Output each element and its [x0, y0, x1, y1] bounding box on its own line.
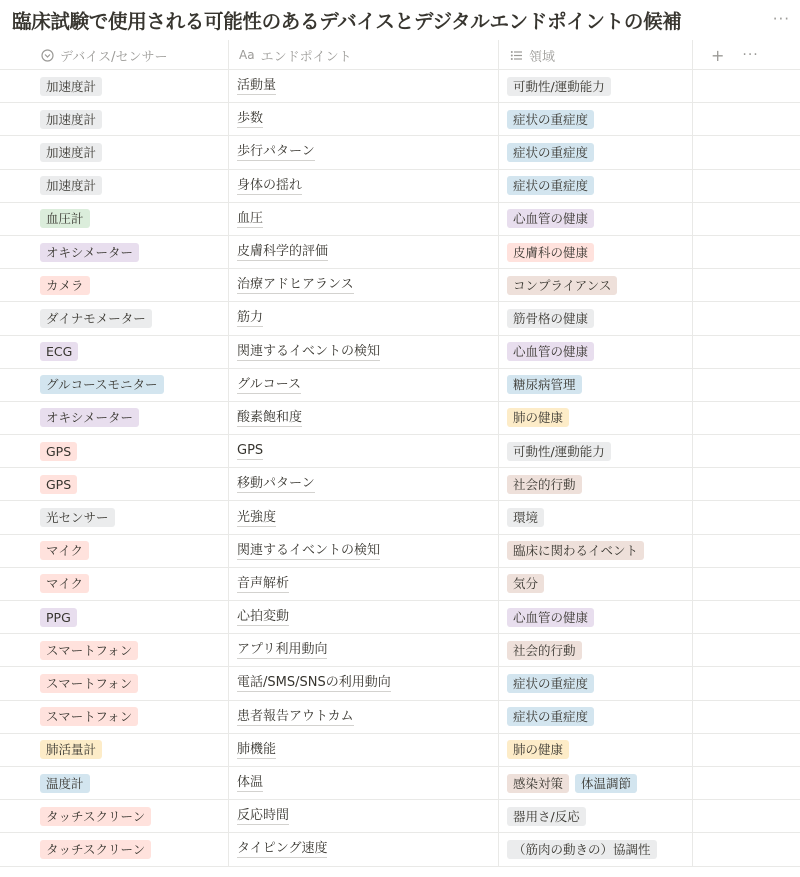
domain-tag: 臨床に関わるイベント: [507, 541, 644, 560]
empty-cell: [692, 667, 800, 699]
empty-cell: [692, 136, 800, 168]
empty-cell: [692, 170, 800, 202]
empty-cell: [692, 634, 800, 666]
table-body: [0, 70, 800, 867]
empty-cell: [692, 535, 800, 567]
table-row[interactable]: [0, 568, 800, 601]
domain-tag: 症状の重症度: [507, 143, 594, 162]
empty-cell: [692, 800, 800, 832]
device-tag: 光センサー: [40, 508, 115, 527]
domain-cell[interactable]: [498, 136, 692, 168]
device-cell[interactable]: [0, 170, 228, 202]
endpoint-title[interactable]: 関連するイベントの検知: [237, 542, 381, 558]
endpoint-cell[interactable]: [228, 535, 498, 567]
endpoint-cell[interactable]: [228, 402, 498, 434]
device-cell[interactable]: [0, 336, 228, 368]
more-options-icon[interactable]: ···: [742, 47, 759, 63]
domain-cell[interactable]: [498, 70, 692, 102]
multi-select-property-icon: [509, 48, 523, 62]
table-row[interactable]: [0, 701, 800, 734]
table-row[interactable]: [0, 269, 800, 302]
empty-cell: [692, 70, 800, 102]
domain-tag: 体温調節: [575, 774, 637, 793]
device-tag: オキシメーター: [40, 408, 139, 427]
device-tag: スマートフォン: [40, 641, 138, 660]
device-cell[interactable]: [0, 435, 228, 467]
device-tag: スマートフォン: [40, 674, 138, 693]
endpoint-title[interactable]: 反応時間: [237, 808, 290, 824]
domain-cell[interactable]: [498, 468, 692, 500]
device-tag: 血圧計: [40, 209, 90, 228]
endpoint-cell[interactable]: [228, 800, 498, 832]
endpoint-title[interactable]: 心拍変動: [237, 609, 290, 625]
domain-tag: 気分: [507, 574, 544, 593]
table-row[interactable]: [0, 70, 800, 103]
endpoint-cell[interactable]: [228, 103, 498, 135]
endpoint-title[interactable]: 光強度: [237, 509, 277, 525]
page-title[interactable]: 臨床試験で使用される可能性のあるデバイスとデジタルエンドポイントの候補: [12, 10, 682, 33]
endpoint-title[interactable]: 身体の揺れ: [237, 177, 303, 193]
endpoint-title[interactable]: 電話/SMS/SNSの利用動向: [237, 675, 391, 691]
domain-tag: （筋肉の動きの）協調性: [507, 840, 657, 859]
table-row[interactable]: [0, 634, 800, 667]
domain-tag: 可動性/運動能力: [507, 442, 611, 461]
device-cell[interactable]: [0, 568, 228, 600]
endpoint-title[interactable]: 体温: [237, 775, 264, 791]
table-row[interactable]: [0, 302, 800, 335]
more-options-icon[interactable]: ···: [772, 10, 790, 28]
endpoint-cell[interactable]: [228, 501, 498, 533]
device-tag: ECG: [40, 342, 78, 361]
device-tag: タッチスクリーン: [40, 807, 151, 826]
device-tag: 加速度計: [40, 176, 102, 195]
endpoint-cell[interactable]: [228, 468, 498, 500]
domain-cell[interactable]: [498, 402, 692, 434]
device-cell[interactable]: [0, 468, 228, 500]
domain-cell[interactable]: [498, 767, 692, 799]
endpoint-cell[interactable]: [228, 203, 498, 235]
device-tag: カメラ: [40, 276, 90, 295]
domain-cell[interactable]: [498, 501, 692, 533]
device-cell[interactable]: [0, 402, 228, 434]
domain-cell[interactable]: [498, 535, 692, 567]
endpoint-cell[interactable]: [228, 435, 498, 467]
device-tag: GPS: [40, 475, 77, 494]
device-cell[interactable]: [0, 269, 228, 301]
empty-cell: [692, 767, 800, 799]
table-row[interactable]: [0, 734, 800, 767]
endpoint-cell[interactable]: [228, 136, 498, 168]
empty-cell: [692, 203, 800, 235]
domain-tag: 皮膚科の健康: [507, 243, 594, 262]
endpoint-cell[interactable]: [228, 568, 498, 600]
domain-tag: 糖尿病管理: [507, 375, 582, 394]
empty-cell: [692, 568, 800, 600]
table-row[interactable]: [0, 336, 800, 369]
domain-cell[interactable]: [498, 336, 692, 368]
endpoint-title[interactable]: 音声解析: [237, 575, 290, 591]
endpoint-cell[interactable]: [228, 701, 498, 733]
title-property-icon: Aa: [239, 48, 255, 62]
table-row[interactable]: [0, 236, 800, 269]
domain-cell[interactable]: [498, 800, 692, 832]
select-property-icon: [40, 48, 54, 62]
endpoint-title[interactable]: 活動量: [237, 78, 277, 94]
endpoint-cell[interactable]: [228, 70, 498, 102]
column-header-label: デバイス/センサー: [60, 49, 168, 65]
endpoint-cell[interactable]: [228, 634, 498, 666]
column-header-domain[interactable]: [498, 40, 692, 70]
device-cell[interactable]: [0, 501, 228, 533]
device-cell[interactable]: [0, 236, 228, 268]
table-row[interactable]: [0, 767, 800, 800]
endpoint-title[interactable]: グルコース: [237, 376, 301, 392]
domain-cell[interactable]: [498, 302, 692, 334]
device-tag: 肺活量計: [40, 740, 102, 759]
domain-cell[interactable]: [498, 667, 692, 699]
device-tag: マイク: [40, 574, 89, 593]
device-cell[interactable]: [0, 634, 228, 666]
device-tag: オキシメーター: [40, 243, 139, 262]
domain-cell[interactable]: [498, 103, 692, 135]
domain-tag: 症状の重症度: [507, 707, 594, 726]
device-tag: ダイナモメーター: [40, 309, 152, 328]
domain-tag: 心血管の健康: [507, 342, 594, 361]
table-row[interactable]: [0, 601, 800, 634]
domain-tag: 肺の健康: [507, 740, 569, 759]
domain-tag: 器用さ/反応: [507, 807, 586, 826]
domain-tag: 感染対策: [507, 774, 569, 793]
device-cell[interactable]: [0, 203, 228, 235]
device-cell[interactable]: [0, 833, 228, 865]
table-row[interactable]: [0, 535, 800, 568]
endpoint-title[interactable]: アプリ利用動向: [237, 642, 328, 658]
device-cell[interactable]: [0, 667, 228, 699]
column-header-label: エンドポイント: [260, 49, 352, 65]
empty-cell: [692, 435, 800, 467]
endpoint-cell[interactable]: [228, 269, 498, 301]
domain-cell[interactable]: [498, 369, 692, 401]
device-tag: タッチスクリーン: [40, 840, 151, 859]
empty-cell: [692, 302, 800, 334]
endpoint-title[interactable]: 歩数: [237, 111, 264, 127]
endpoint-title[interactable]: 歩行パターン: [237, 144, 315, 160]
endpoint-cell[interactable]: [228, 667, 498, 699]
table-row[interactable]: [0, 435, 800, 468]
device-cell[interactable]: [0, 302, 228, 334]
domain-tag: 筋骨格の健康: [507, 309, 594, 328]
domain-tag: 症状の重症度: [507, 110, 594, 129]
domain-cell[interactable]: [498, 701, 692, 733]
table-row[interactable]: [0, 468, 800, 501]
endpoint-cell[interactable]: [228, 833, 498, 865]
endpoint-title[interactable]: 血圧: [237, 210, 264, 226]
endpoint-cell[interactable]: [228, 236, 498, 268]
domain-cell[interactable]: [498, 634, 692, 666]
domain-tag: 心血管の健康: [507, 608, 594, 627]
endpoint-cell[interactable]: [228, 170, 498, 202]
table-row[interactable]: [0, 667, 800, 700]
empty-cell: [692, 833, 800, 865]
endpoint-title[interactable]: 移動パターン: [237, 476, 315, 492]
device-cell[interactable]: [0, 734, 228, 766]
device-tag: PPG: [40, 608, 77, 627]
empty-cell: [692, 236, 800, 268]
table-row[interactable]: [0, 402, 800, 435]
device-tag: 温度計: [40, 774, 90, 793]
empty-cell: [692, 601, 800, 633]
domain-tag: コンプライアンス: [507, 276, 617, 295]
empty-cell: [692, 501, 800, 533]
device-cell[interactable]: [0, 103, 228, 135]
table-row[interactable]: [0, 103, 800, 136]
endpoint-title[interactable]: タイピング速度: [237, 841, 328, 857]
device-tag: マイク: [40, 541, 89, 560]
endpoint-title[interactable]: 肺機能: [237, 741, 277, 757]
device-tag: グルコースモニター: [40, 375, 164, 394]
device-cell[interactable]: [0, 535, 228, 567]
device-tag: GPS: [40, 442, 77, 461]
domain-tag: 肺の健康: [507, 408, 569, 427]
endpoint-title[interactable]: 患者報告アウトカム: [237, 708, 354, 724]
domain-tag: 症状の重症度: [507, 674, 594, 693]
device-tag: 加速度計: [40, 110, 102, 129]
domain-tag: 環境: [507, 508, 544, 527]
domain-tag: 社会的行動: [507, 641, 582, 660]
empty-cell: [692, 103, 800, 135]
table-row[interactable]: [0, 833, 800, 866]
endpoint-cell[interactable]: [228, 734, 498, 766]
device-tag: 加速度計: [40, 143, 102, 162]
endpoint-title[interactable]: 治療アドヒアランス: [237, 277, 354, 293]
empty-cell: [692, 734, 800, 766]
endpoint-title[interactable]: 酸素飽和度: [237, 409, 303, 425]
endpoint-title[interactable]: GPS: [237, 443, 264, 459]
device-cell[interactable]: [0, 369, 228, 401]
table-row[interactable]: [0, 501, 800, 534]
endpoint-cell[interactable]: [228, 369, 498, 401]
table-row[interactable]: [0, 170, 800, 203]
device-tag: スマートフォン: [40, 707, 138, 726]
domain-tag: 心血管の健康: [507, 209, 594, 228]
table-header: [0, 40, 800, 70]
domain-cell[interactable]: [498, 435, 692, 467]
title-row: [0, 0, 800, 40]
device-cell[interactable]: [0, 70, 228, 102]
empty-cell: [692, 402, 800, 434]
domain-tag: 症状の重症度: [507, 176, 594, 195]
endpoint-title[interactable]: 筋力: [237, 310, 264, 326]
endpoint-title[interactable]: 関連するイベントの検知: [237, 343, 381, 359]
column-header-actions: [692, 40, 800, 70]
table-row[interactable]: [0, 136, 800, 169]
domain-cell[interactable]: [498, 269, 692, 301]
domain-tag: 可動性/運動能力: [507, 77, 611, 96]
domain-cell[interactable]: [498, 833, 692, 865]
device-cell[interactable]: [0, 800, 228, 832]
empty-cell: [692, 269, 800, 301]
table-row[interactable]: [0, 203, 800, 236]
domain-cell[interactable]: [498, 170, 692, 202]
add-property-icon[interactable]: +: [711, 45, 725, 65]
endpoint-cell[interactable]: [228, 601, 498, 633]
empty-cell: [692, 336, 800, 368]
table-row[interactable]: [0, 369, 800, 402]
domain-cell[interactable]: [498, 601, 692, 633]
domain-cell[interactable]: [498, 203, 692, 235]
endpoint-title[interactable]: 皮膚科学的評価: [237, 244, 329, 260]
empty-cell: [692, 369, 800, 401]
empty-cell: [692, 468, 800, 500]
domain-cell[interactable]: [498, 734, 692, 766]
column-header-device[interactable]: [0, 40, 228, 70]
device-cell[interactable]: [0, 601, 228, 633]
device-cell[interactable]: [0, 767, 228, 799]
device-cell[interactable]: [0, 701, 228, 733]
empty-cell: [692, 701, 800, 733]
device-tag: 加速度計: [40, 77, 102, 96]
table-row[interactable]: [0, 800, 800, 833]
domain-cell[interactable]: [498, 568, 692, 600]
endpoint-cell[interactable]: [228, 767, 498, 799]
column-header-label: 領域: [529, 49, 556, 65]
device-cell[interactable]: [0, 136, 228, 168]
endpoint-cell[interactable]: [228, 336, 498, 368]
column-header-endpoint[interactable]: [228, 40, 498, 70]
domain-cell[interactable]: [498, 236, 692, 268]
endpoint-cell[interactable]: [228, 302, 498, 334]
domain-tag: 社会的行動: [507, 475, 582, 494]
